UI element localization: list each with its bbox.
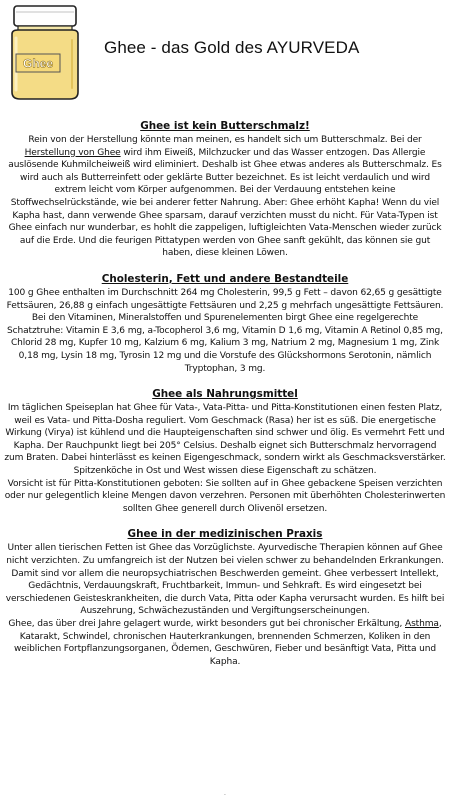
article [4, 119, 446, 668]
section-cholesterin [4, 272, 446, 375]
section-paragraph: 100 g Ghee enthalten im Durchschnitt 264 mg Cholesterin, 99,5 g Fett – davon 62,65 g gesättigte Fettsäuren, 26,88 g einfach ungesättigte Fettsäuren und 2,25 g mehrfach ungesättigte Fettsäuren. Bei den Vitaminen, Mineralstoffen und Spurenelementen birgt Ghee eine regelgerechte Schatztruhe: Vitamin E 3,6 mg, a-Tocopherol 3,6 mg, Vitamin D 1,6 mg, Vitamin A Retinol 0,85 mg, Chlorid 28 mg, Kupfer 10 mg, Kalzium 6 mg, Kalium 3 mg, Natrium 2 mg, Magnesium 1 mg, Zink 0,18 mg, Lysin 18 mg, Tyrosin 12 mg und die Vorstufe des Glückshormons Serotonin, nämlich Tryptophan, 3 mg. [6, 287, 444, 374]
section-paragraph: Unter allen tierischen Fetten ist Ghee das Vorzüglichste. Ayurvedische Therapien können auf Ghee nicht verzichten. Zu umfangreich ist der Nutzen bei vielen schwer zu behandelnden Erkrankungen. Damit sind vor allem die neuropsychiatrischen Beschwerden gemeint. Ghee verbessert Intellekt, Gedächtnis, Verdauungskraft, Fruchtbarkeit, Immun- und Sehkraft. Es wird eingesetzt bei verschiedenen Geisteskrankheiten, die durch Vata, Pitta oder Kapha verursacht wurden. Es hilft bei Auszehrung, Schwächezuständen und Vergiftungserscheinungen. [5, 543, 445, 617]
section-paragraph [4, 134, 446, 260]
header [0, 0, 450, 115]
text-run: Rein von der Herstellung könnte man meinen, es handelt sich um Butterschmalz. Bei der [28, 135, 422, 145]
section-heading: Cholesterin, Fett und andere Bestandteile [101, 272, 349, 285]
section-heading: Ghee in der medizinischen Praxis [127, 528, 323, 541]
section-medizinische-praxis [4, 527, 446, 668]
jar-label: Ghee [22, 56, 54, 71]
text-run: wird ihm Eiweiß, Milchzucker und das Wasser entzogen. Das Allergie auslösende Kuhmilcheiweiß wird eliminiert. Deshalb ist Ghee etwas anderes als Butterschmalz. Es wird auch als Butterreinfett oder geklärte Butter bezeichnet. Es ist leicht verdaulich und wird extrem leicht vom Körper aufgenommen. Bei der Verdauung entstehen keine Stoffwechselrückstände, wie bei anderer fetter Nahrung. Aber: Ghee erhöht Kapha! Wenn du viel Kapha hast, dann verwende Ghee sparsam, darauf verzichten musst du nicht. Für Vata-Typen ist Ghee einfach nur wunderbar, es hohlt die zappeligen, luftigleichten Vata-Menschen wieder zurück auf die Erde. Und die feurigen Pittatypen werden von Ghee sanft gekühlt, das können sie gut haben, diese kleinen Löwen. [8, 147, 442, 259]
asthma-link[interactable]: Asthma [405, 619, 439, 629]
section-paragraph [4, 618, 446, 668]
section-not-butterschmalz [4, 119, 446, 260]
ghee-jar-image [6, 4, 84, 102]
section-heading: Ghee als Nahrungsmittel [152, 388, 298, 401]
text-run: Ghee, das über drei Jahre gelagert wurde, wirkt besonders gut bei chronischer Erkältung, [8, 619, 406, 629]
section-nahrungsmittel [4, 387, 446, 515]
section-paragraph: Vorsicht ist für Pitta-Konstitutionen geboten: Sie sollten auf in Ghee gebackene Speisen verzichten oder nur gelegentlich kleine Mengen davon verzehren. Personen mit überhöhten Cholesterinwerten sollten Ghee generell durch Olivenöl ersetzen. [4, 478, 446, 514]
section-paragraph: Im täglichen Speiseplan hat Ghee für Vata-, Vata-Pitta- und Pitta-Konstitutionen einen festen Platz, weil es Vata- und Pitta-Dosha reguliert. Vom Geschmack (Rasa) her ist es süß. Die energetische Wirkung (Virya) ist kühlend und die Haupteigenschaften sind schwer und ölig. Es vermehrt Fett und Kapha. Der Rauchpunkt liegt bei 205° Celsius. Deshalb eignet sich Butterschmalz hervorragend zum Braten. Dabei hinterlässt es keinen Eigengeschmack, sondern wirkt als Geschmacksverstärker. Spitzenköche in Ost und West wissen diese Eigenschaft zu schätzen. [4, 403, 446, 477]
herstellung-link[interactable]: Herstellung von Ghee [24, 147, 121, 158]
page-title: Ghee - das Gold des AYURVEDA [104, 38, 360, 57]
text-run: , Katarakt, Schwindel, chronischen Hauterkrankungen, brennenden Schmerzen, Koliken in den weiblichen Fortpflanzungsorganen, Ödemen, Geschwüren, Fieber und besänftigt Vata, Pitta und Kapha. [14, 619, 442, 667]
section-heading: Ghee ist kein Butterschmalz! [140, 120, 310, 132]
page-dot: . [224, 790, 226, 797]
